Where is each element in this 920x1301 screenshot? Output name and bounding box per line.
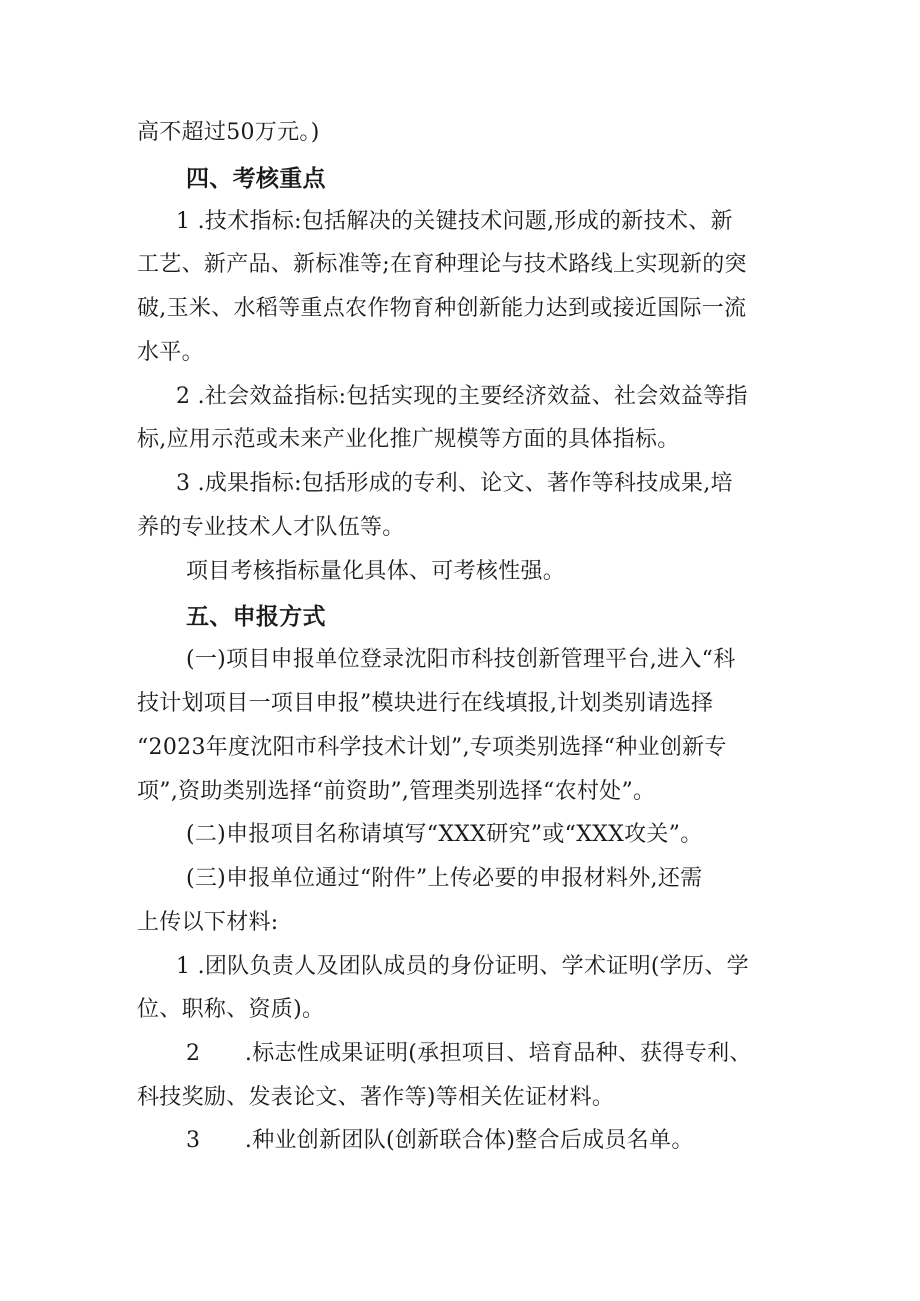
heading-assessment-focus: 四、考核重点 xyxy=(186,166,326,192)
item-platform-login-cont-2: “2023年度沈阳市科学技术计划”,专项类别选择“种业创新专 xyxy=(137,735,727,760)
item-attachments: (三)申报单位通过“附件”上传必要的申报材料外,还需 xyxy=(186,866,703,891)
paragraph-quantified-indicators: 项目考核指标量化具体、可考核性强。 xyxy=(186,559,566,584)
item-achievement-indicators-cont: 养的专业技术人才队伍等。 xyxy=(137,515,405,540)
item-social-benefit-indicators-cont: 标,应用示范或未来产业化推广规模等方面的具体指标。 xyxy=(137,427,680,452)
item-technical-indicators: 1 .技术指标:包括解决的关键技术问题,形成的新技术、新 xyxy=(176,209,733,234)
paragraph-funding-cap-tail: 高不超过50万元。) xyxy=(137,120,320,145)
item-platform-login-cont-3: 项”,资助类别选择“前资助”,管理类别选择“农村处”。 xyxy=(137,779,656,804)
material-landmark-achievements: 2 .标志性成果证明(承担项目、培育品种、获得专利、 xyxy=(186,1041,752,1066)
material-landmark-achievements-cont: 科技奖励、发表论文、著作等)等相关佐证材料。 xyxy=(137,1085,615,1110)
item-technical-indicators-cont-3: 水平。 xyxy=(137,340,204,365)
material-identity-proof-cont: 位、职称、资质)。 xyxy=(137,997,325,1022)
item-platform-login: (一)项目申报单位登录沈阳市科技创新管理平台,进入“科 xyxy=(186,647,736,672)
item-project-name-format: (二)申报项目名称请填写“XXX研究”或“XXX攻关”。 xyxy=(186,822,703,847)
item-platform-login-cont-1: 技计划项目一项目申报”模块进行在线填报,计划类别请选择 xyxy=(137,691,714,716)
material-team-member-list: 3 .种业创新团队(创新联合体)整合后成员名单。 xyxy=(186,1128,694,1153)
item-technical-indicators-cont-2: 破,玉米、水稻等重点农作物育种创新能力达到或接近国际一流 xyxy=(137,296,747,321)
item-technical-indicators-cont-1: 工艺、新产品、新标准等;在育种理论与技术路线上实现新的突 xyxy=(137,252,747,277)
item-social-benefit-indicators: 2 .社会效益指标:包括实现的主要经济效益、社会效益等指 xyxy=(176,384,748,409)
material-identity-proof: 1 .团队负责人及团队成员的身份证明、学术证明(学历、学 xyxy=(176,954,749,979)
item-attachments-cont: 上传以下材料: xyxy=(137,910,279,935)
item-achievement-indicators: 3 .成果指标:包括形成的专利、论文、著作等科技成果,培 xyxy=(176,471,733,496)
heading-application-method: 五、申报方式 xyxy=(186,604,326,630)
